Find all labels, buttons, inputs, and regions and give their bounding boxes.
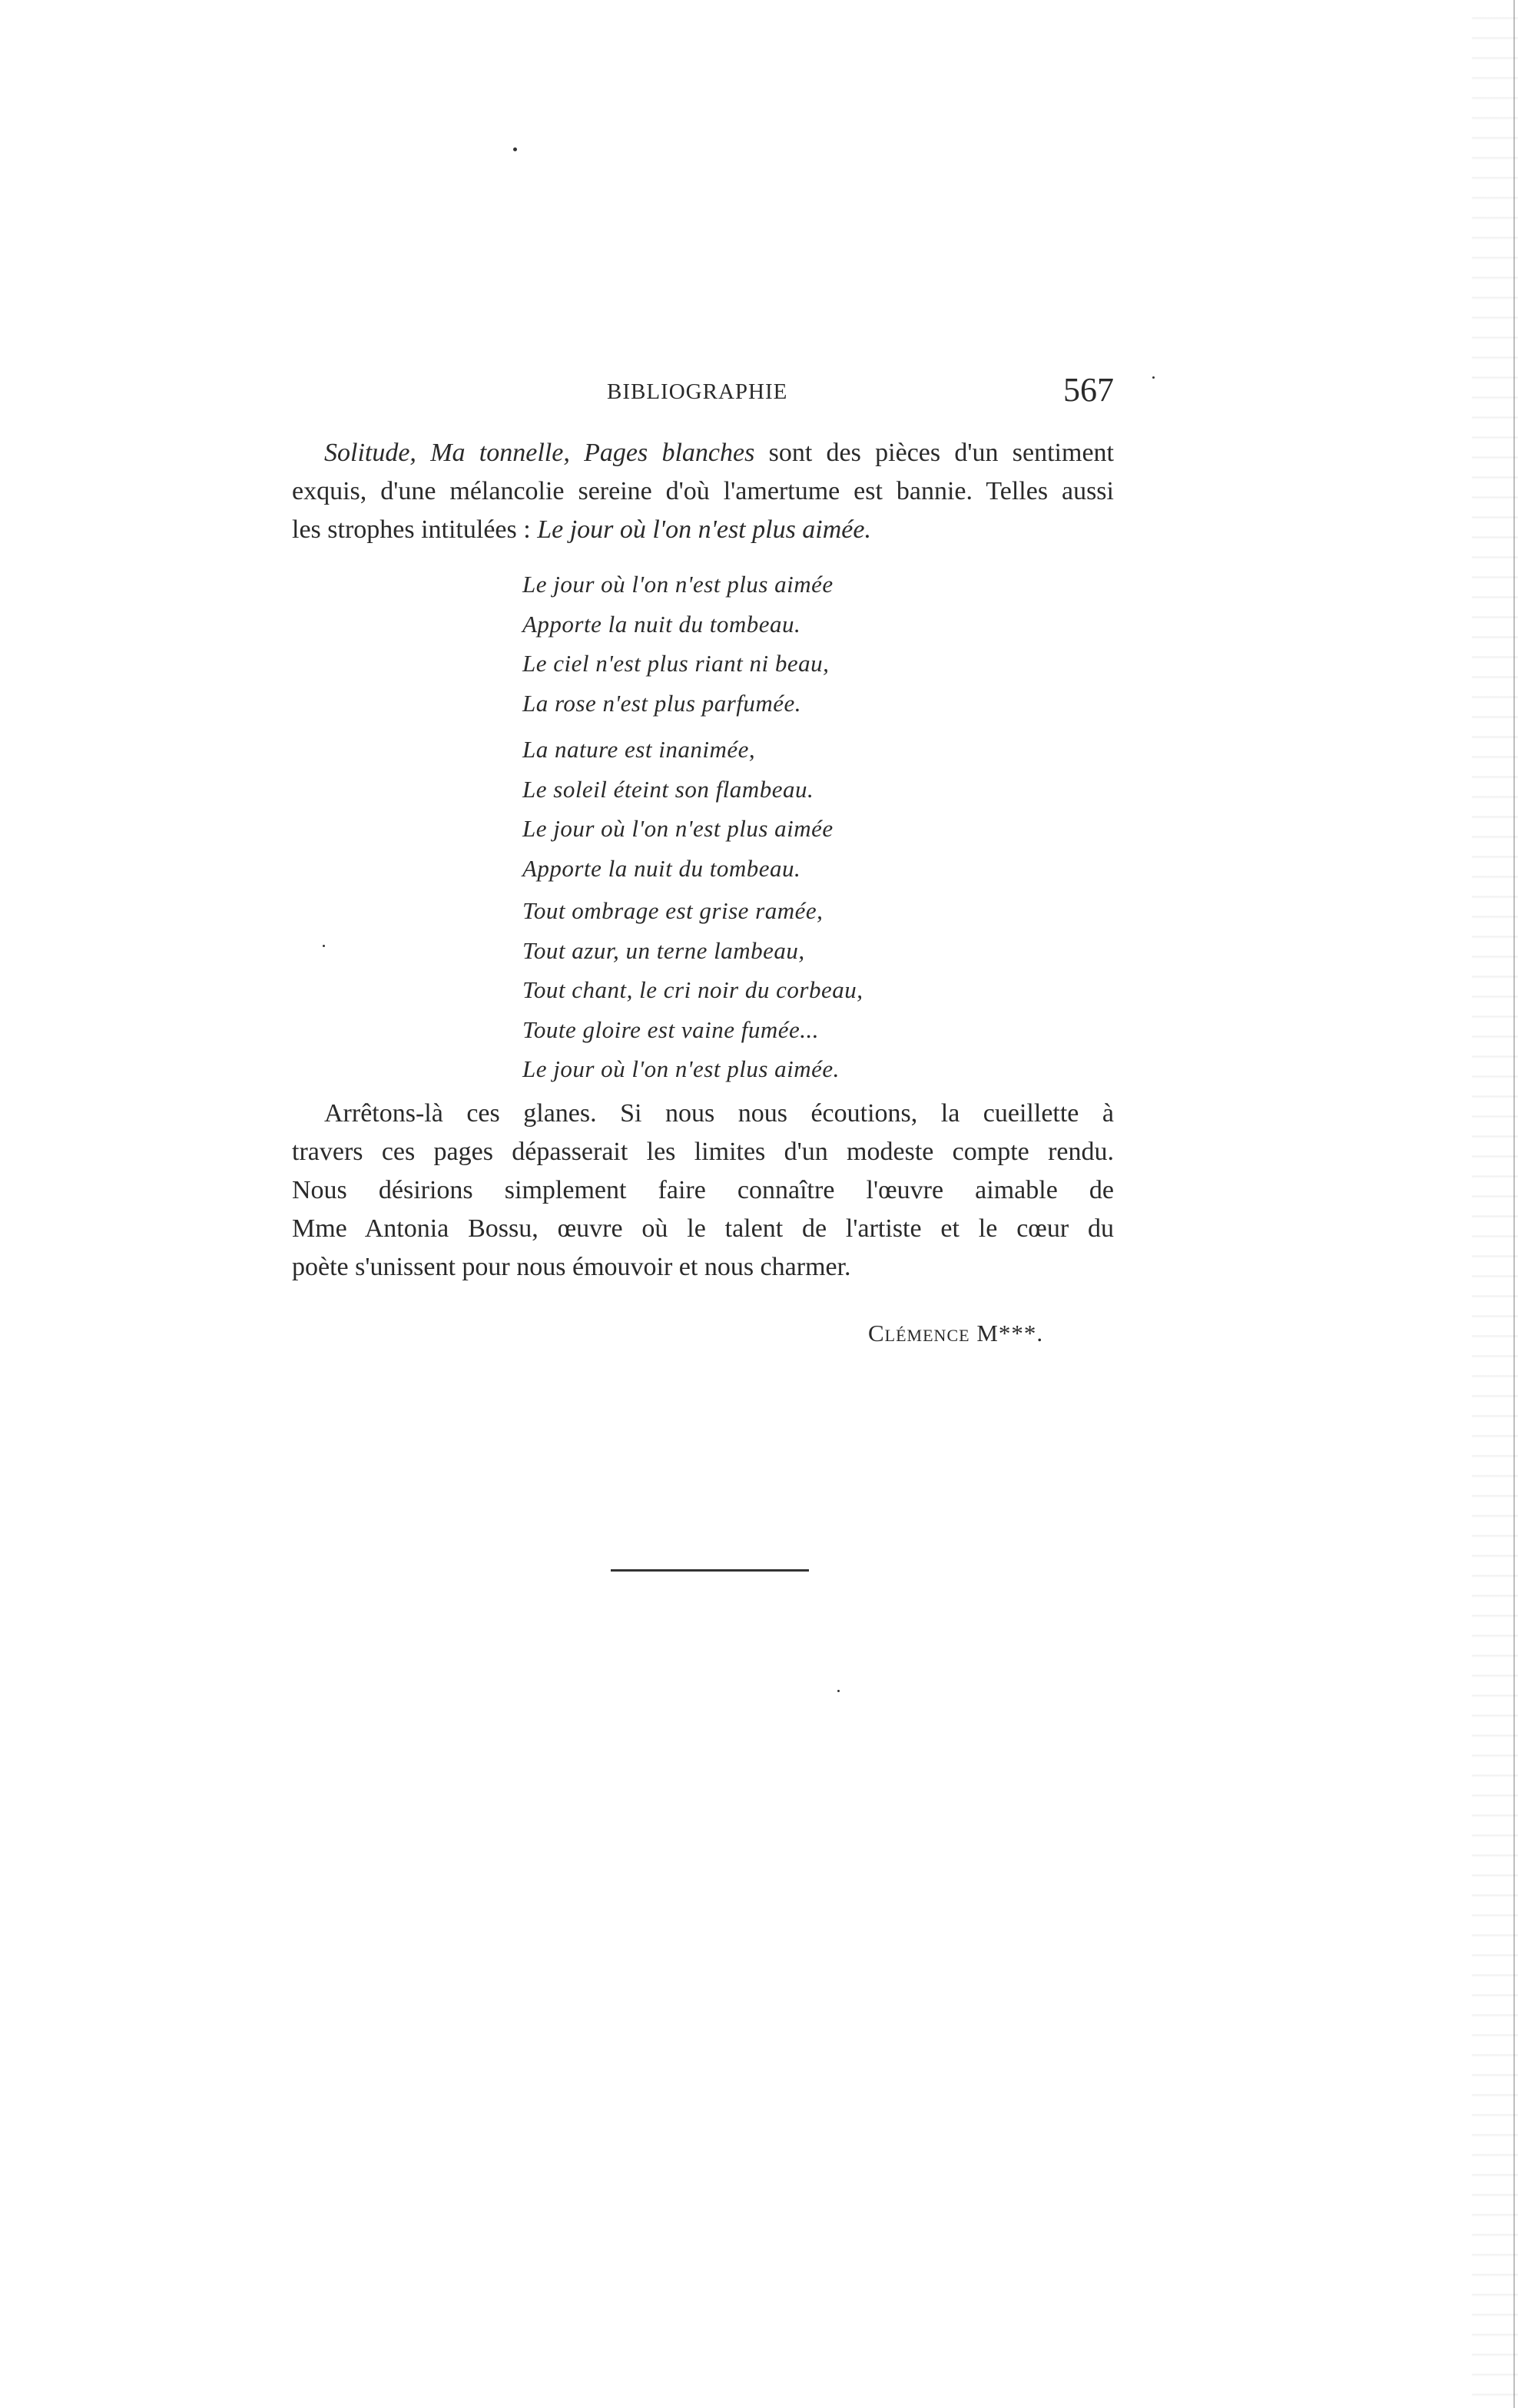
poem-verse: Apporte la nuit du tombeau.	[522, 610, 801, 638]
poem-verse: Tout chant, le cri noir du corbeau,	[522, 976, 863, 1003]
poem-verse: La rose n'est plus parfumée.	[522, 689, 802, 717]
scan-edge-noise	[1472, 0, 1518, 2408]
scan-speck	[1152, 376, 1155, 379]
paragraph-line: Nous désirions simplement faire connaître l'œuvre aimable de	[292, 1176, 1114, 1204]
paragraph-line: Mme Antonia Bossu, œuvre où le talent de l'artiste et le cœur du	[292, 1214, 1114, 1243]
author-signature	[868, 1320, 1043, 1347]
paragraph-line: les strophes intitulées : Le jour où l'on n'est plus aimée.	[292, 515, 871, 544]
signature-name: Clémence	[868, 1320, 970, 1346]
poem-verse: Tout azur, un terne lambeau,	[522, 936, 805, 964]
poem-verse: Le jour où l'on n'est plus aimée	[522, 571, 834, 598]
page-number: 567	[1063, 371, 1114, 409]
paragraph-line: exquis, d'une mélancolie sereine d'où l'amertume est bannie. Telles aussi	[292, 477, 1114, 505]
running-title: BIBLIOGRAPHIE	[607, 379, 788, 404]
work-titles: Solitude, Ma tonnelle, Pages blanches	[324, 439, 755, 467]
scan-speck	[513, 147, 517, 151]
section-end-rule	[611, 1569, 809, 1572]
paragraph-line: Arrêtons-là ces glanes. Si nous nous écoutions, la cueillette à	[324, 1099, 1114, 1128]
poem-verse: La nature est inanimée,	[522, 736, 756, 763]
signature-initial: M***.	[976, 1320, 1044, 1346]
poem-stanza-3	[522, 891, 983, 1089]
poem-stanza-2	[522, 730, 983, 888]
poem-verse: Toute gloire est vaine fumée...	[522, 1015, 820, 1043]
poem-title: Le jour où l'on n'est plus aimée.	[537, 515, 871, 544]
paragraph-line: poète s'unissent pour nous émouvoir et nous charmer.	[292, 1253, 851, 1281]
poem-verse: Le jour où l'on n'est plus aimée	[522, 815, 834, 842]
poem-verse: Le ciel n'est plus riant ni beau,	[522, 650, 830, 677]
poem-verse: Le jour où l'on n'est plus aimée.	[522, 1055, 840, 1082]
paragraph-line: Solitude, Ma tonnelle, Pages blanches sont des pièces d'un sentiment	[324, 439, 1114, 467]
poem-verse: Le soleil éteint son flambeau.	[522, 775, 814, 803]
poem-verse: Tout ombrage est grise ramée,	[522, 897, 824, 924]
intro-paragraph	[292, 434, 1114, 549]
scan-speck	[837, 1690, 840, 1692]
closing-paragraph	[292, 1095, 1114, 1287]
scan-speck	[323, 945, 325, 947]
running-head	[292, 371, 1114, 413]
poem-stanza-1	[522, 565, 983, 723]
poem-verse: Apporte la nuit du tombeau.	[522, 854, 801, 882]
scan-edge-line	[1513, 0, 1515, 2408]
paragraph-line: travers ces pages dépasserait les limites d'un modeste compte rendu.	[292, 1138, 1114, 1166]
